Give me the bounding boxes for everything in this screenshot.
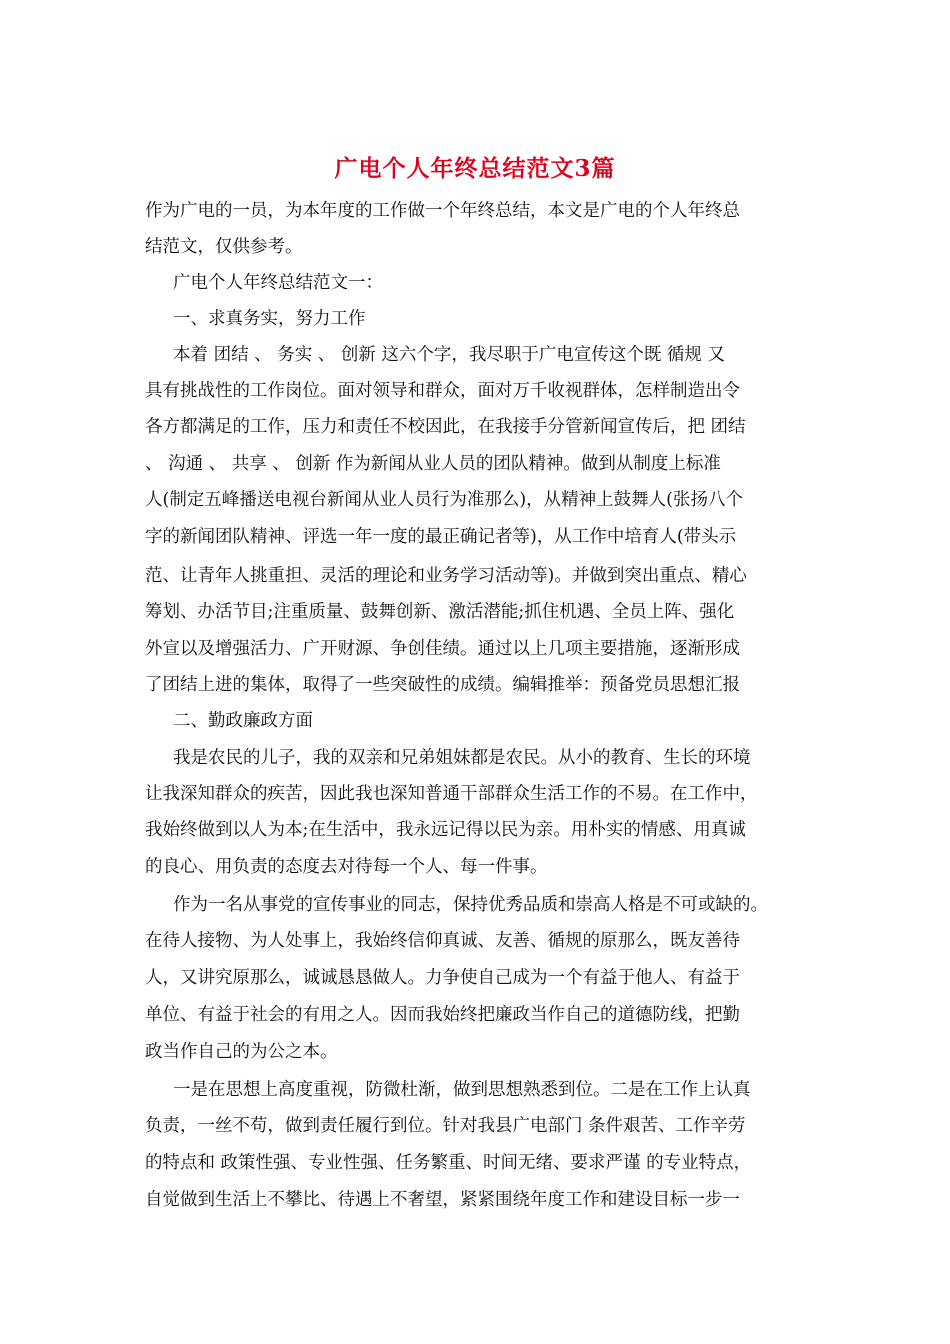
body-line: 筹划、办活节目;注重质量、鼓舞创新、激活潜能;抓住机遇、全员上阵、强化: [145, 602, 735, 622]
body-line: 范、让青年人挑重担、灵活的理论和业务学习活动等)。并做到突出重点、精心: [145, 566, 747, 586]
section-heading: 一、求真务实，努力工作: [173, 309, 366, 329]
body-line: 政当作自己的为公之本。: [145, 1042, 338, 1062]
body-line: 人(制定五峰播送电视台新闻从业人员行为准那么)，从精神上鼓舞人(张扬八个: [145, 490, 743, 510]
body-line: 了团结上进的集体，取得了一些突破性的成绩。编辑推举：预备党员思想汇报: [145, 675, 740, 695]
body-line: 单位、有益于社会的有用之人。因而我始终把廉政当作自己的道德防线，把勤: [145, 1005, 740, 1025]
body-line: 一是在思想上高度重视，防微杜渐，做到思想熟悉到位。二是在工作上认真: [173, 1080, 751, 1100]
section-heading: 二、勤政廉政方面: [173, 711, 313, 731]
body-line: 的特点和 政策性强、专业性强、任务繁重、时间无绪、要求严谨 的专业特点，: [145, 1153, 752, 1173]
section-heading: 广电个人年终总结范文一：: [173, 273, 383, 293]
body-line: 各方都满足的工作，压力和责任不校因此，在我接手分管新闻宣传后，把 团结: [145, 417, 746, 437]
body-line: 结范文，仅供参考。: [145, 237, 303, 257]
body-line: 外宣以及增强活力、广开财源、争创佳绩。通过以上几项主要措施，逐渐形成: [145, 639, 740, 659]
body-line: 人，又讲究原那么，诚诚恳恳做人。力争使自己成为一个有益于他人、有益于: [145, 968, 740, 988]
body-line: 让我深知群众的疾苦，因此我也深知普通干部群众生活工作的不易。在工作中，: [145, 784, 758, 804]
body-line: 我始终做到以人为本;在生活中，我永远记得以民为亲。用朴实的情感、用真诚: [145, 820, 746, 840]
body-line: 在待人接物、为人处事上，我始终信仰真诚、友善、循规的原那么，既友善待: [145, 931, 740, 951]
body-line: 自觉做到生活上不攀比、待遇上不奢望，紧紧围绕年度工作和建设目标一步一: [145, 1190, 740, 1210]
body-line: 负责，一丝不苟，做到责任履行到位。针对我县广电部门 条件艰苦、工作辛劳: [145, 1116, 746, 1136]
body-line: 字的新闻团队精神、评选一年一度的最正确记者等)，从工作中培育人(带头示: [145, 527, 737, 547]
body-line: 的良心、用负责的态度去对待每一个人、每一件事。: [145, 857, 548, 877]
body-line: 、 沟通 、 共享 、 创新 作为新闻从业人员的团队精神。做到从制度上标准: [145, 454, 721, 474]
body-line: 作为一名从事党的宣传事业的同志，保持优秀品质和崇高人格是不可或缺的。: [173, 895, 768, 915]
body-line: 本着 团结 、 务实 、 创新 这六个字，我尽职于广电宣传这个既 循规 又: [173, 345, 725, 365]
body-line: 具有挑战性的工作岗位。面对领导和群众，面对万千收视群体，怎样制造出令: [145, 381, 740, 401]
body-line: 我是农民的儿子，我的双亲和兄弟姐妹都是农民。从小的教育、生长的环境: [173, 748, 751, 768]
document-title: 广电个人年终总结范文3篇: [334, 155, 616, 182]
body-line: 作为广电的一员，为本年度的工作做一个年终总结，本文是广电的个人年终总: [145, 201, 740, 221]
